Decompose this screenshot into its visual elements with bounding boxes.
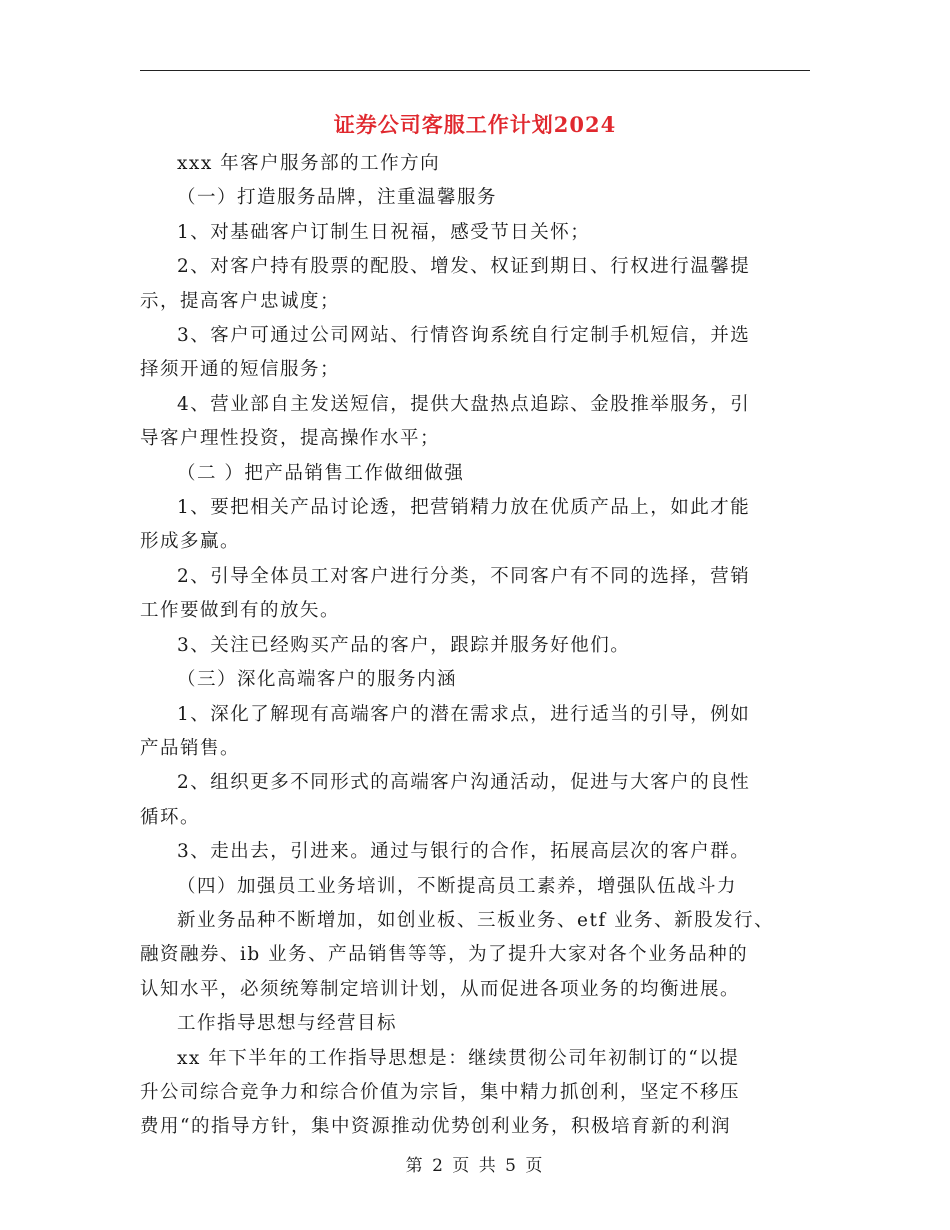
body-line: 2、引导全体员工对客户进行分类，不同客户有不同的选择，营销	[177, 565, 751, 587]
body-line: 1、深化了解现有高端客户的潜在需求点，进行适当的引导，例如	[177, 703, 751, 725]
body-line: 4、营业部自主发送短信，提供大盘热点追踪、金股推举服务，引	[177, 393, 751, 415]
body-line: （三）深化高端客户的服务内涵	[177, 669, 458, 691]
body-line: 3、客户可通过公司网站、行情咨询系统自行定制手机短信，并选	[177, 325, 751, 347]
body-line: 新业务品种不断增加，如创业板、三板业务、etf 业务、新股发行、	[177, 909, 775, 931]
body-line: 1、要把相关产品讨论透，把营销精力放在优质产品上，如此才能	[177, 497, 751, 519]
body-line: 1、对基础客户订制生日祝福，感受节日关怀；	[177, 221, 591, 243]
body-line: 导客户理性投资，提高操作水平；	[140, 428, 441, 450]
body-line: 工作指导思想与经营目标	[177, 1013, 398, 1035]
body-line: 择须开通的短信服务；	[140, 359, 341, 381]
page-footer: 第 2 页 共 5 页	[405, 1156, 545, 1176]
body-line: 升公司综合竞争力和综合价值为宗旨，集中精力抓创利，坚定不移压	[140, 1081, 741, 1103]
body-line: （二 ）把产品销售工作做细做强	[177, 462, 465, 484]
body-line: 2、对客户持有股票的配股、增发、权证到期日、行权进行温馨提	[177, 256, 751, 278]
body-line: 示，提高客户忠诚度；	[140, 290, 341, 312]
body-line: 认知水平，必须统筹制定培训计划，从而促进各项业务的均衡进展。	[140, 978, 741, 1000]
body-line: xxx 年客户服务部的工作方向	[177, 153, 441, 174]
body-line: 费用“的指导方针，集中资源推动优势创利业务，积极培育新的利润	[140, 1116, 731, 1138]
document-title: 证券公司客服工作计划2024	[333, 112, 617, 137]
body-line: 产品销售。	[140, 737, 241, 759]
body-line: 2、组织更多不同形式的高端客户沟通活动，促进与大客户的良性	[177, 772, 751, 794]
body-line: xx 年下半年的工作指导思想是：继续贯彻公司年初制订的“以提	[177, 1047, 740, 1069]
document-body	[140, 147, 812, 1145]
header-rule	[140, 70, 810, 71]
body-line: 工作要做到有的放矢。	[140, 600, 341, 622]
body-line: 融资融券、ib 业务、产品销售等等，为了提升大家对各个业务品种的	[140, 944, 749, 966]
body-line: （四）加强员工业务培训，不断提高员工素养，增强队伍战斗力	[177, 875, 738, 897]
body-line: 3、走出去，引进来。通过与银行的合作，拓展高层次的客户群。	[177, 841, 751, 863]
body-line: 形成多赢。	[140, 531, 241, 553]
body-line: （一）打造服务品牌，注重温馨服务	[177, 187, 498, 209]
body-line: 3、关注已经购买产品的客户，跟踪并服务好他们。	[177, 634, 631, 656]
body-line: 循环。	[140, 806, 201, 828]
